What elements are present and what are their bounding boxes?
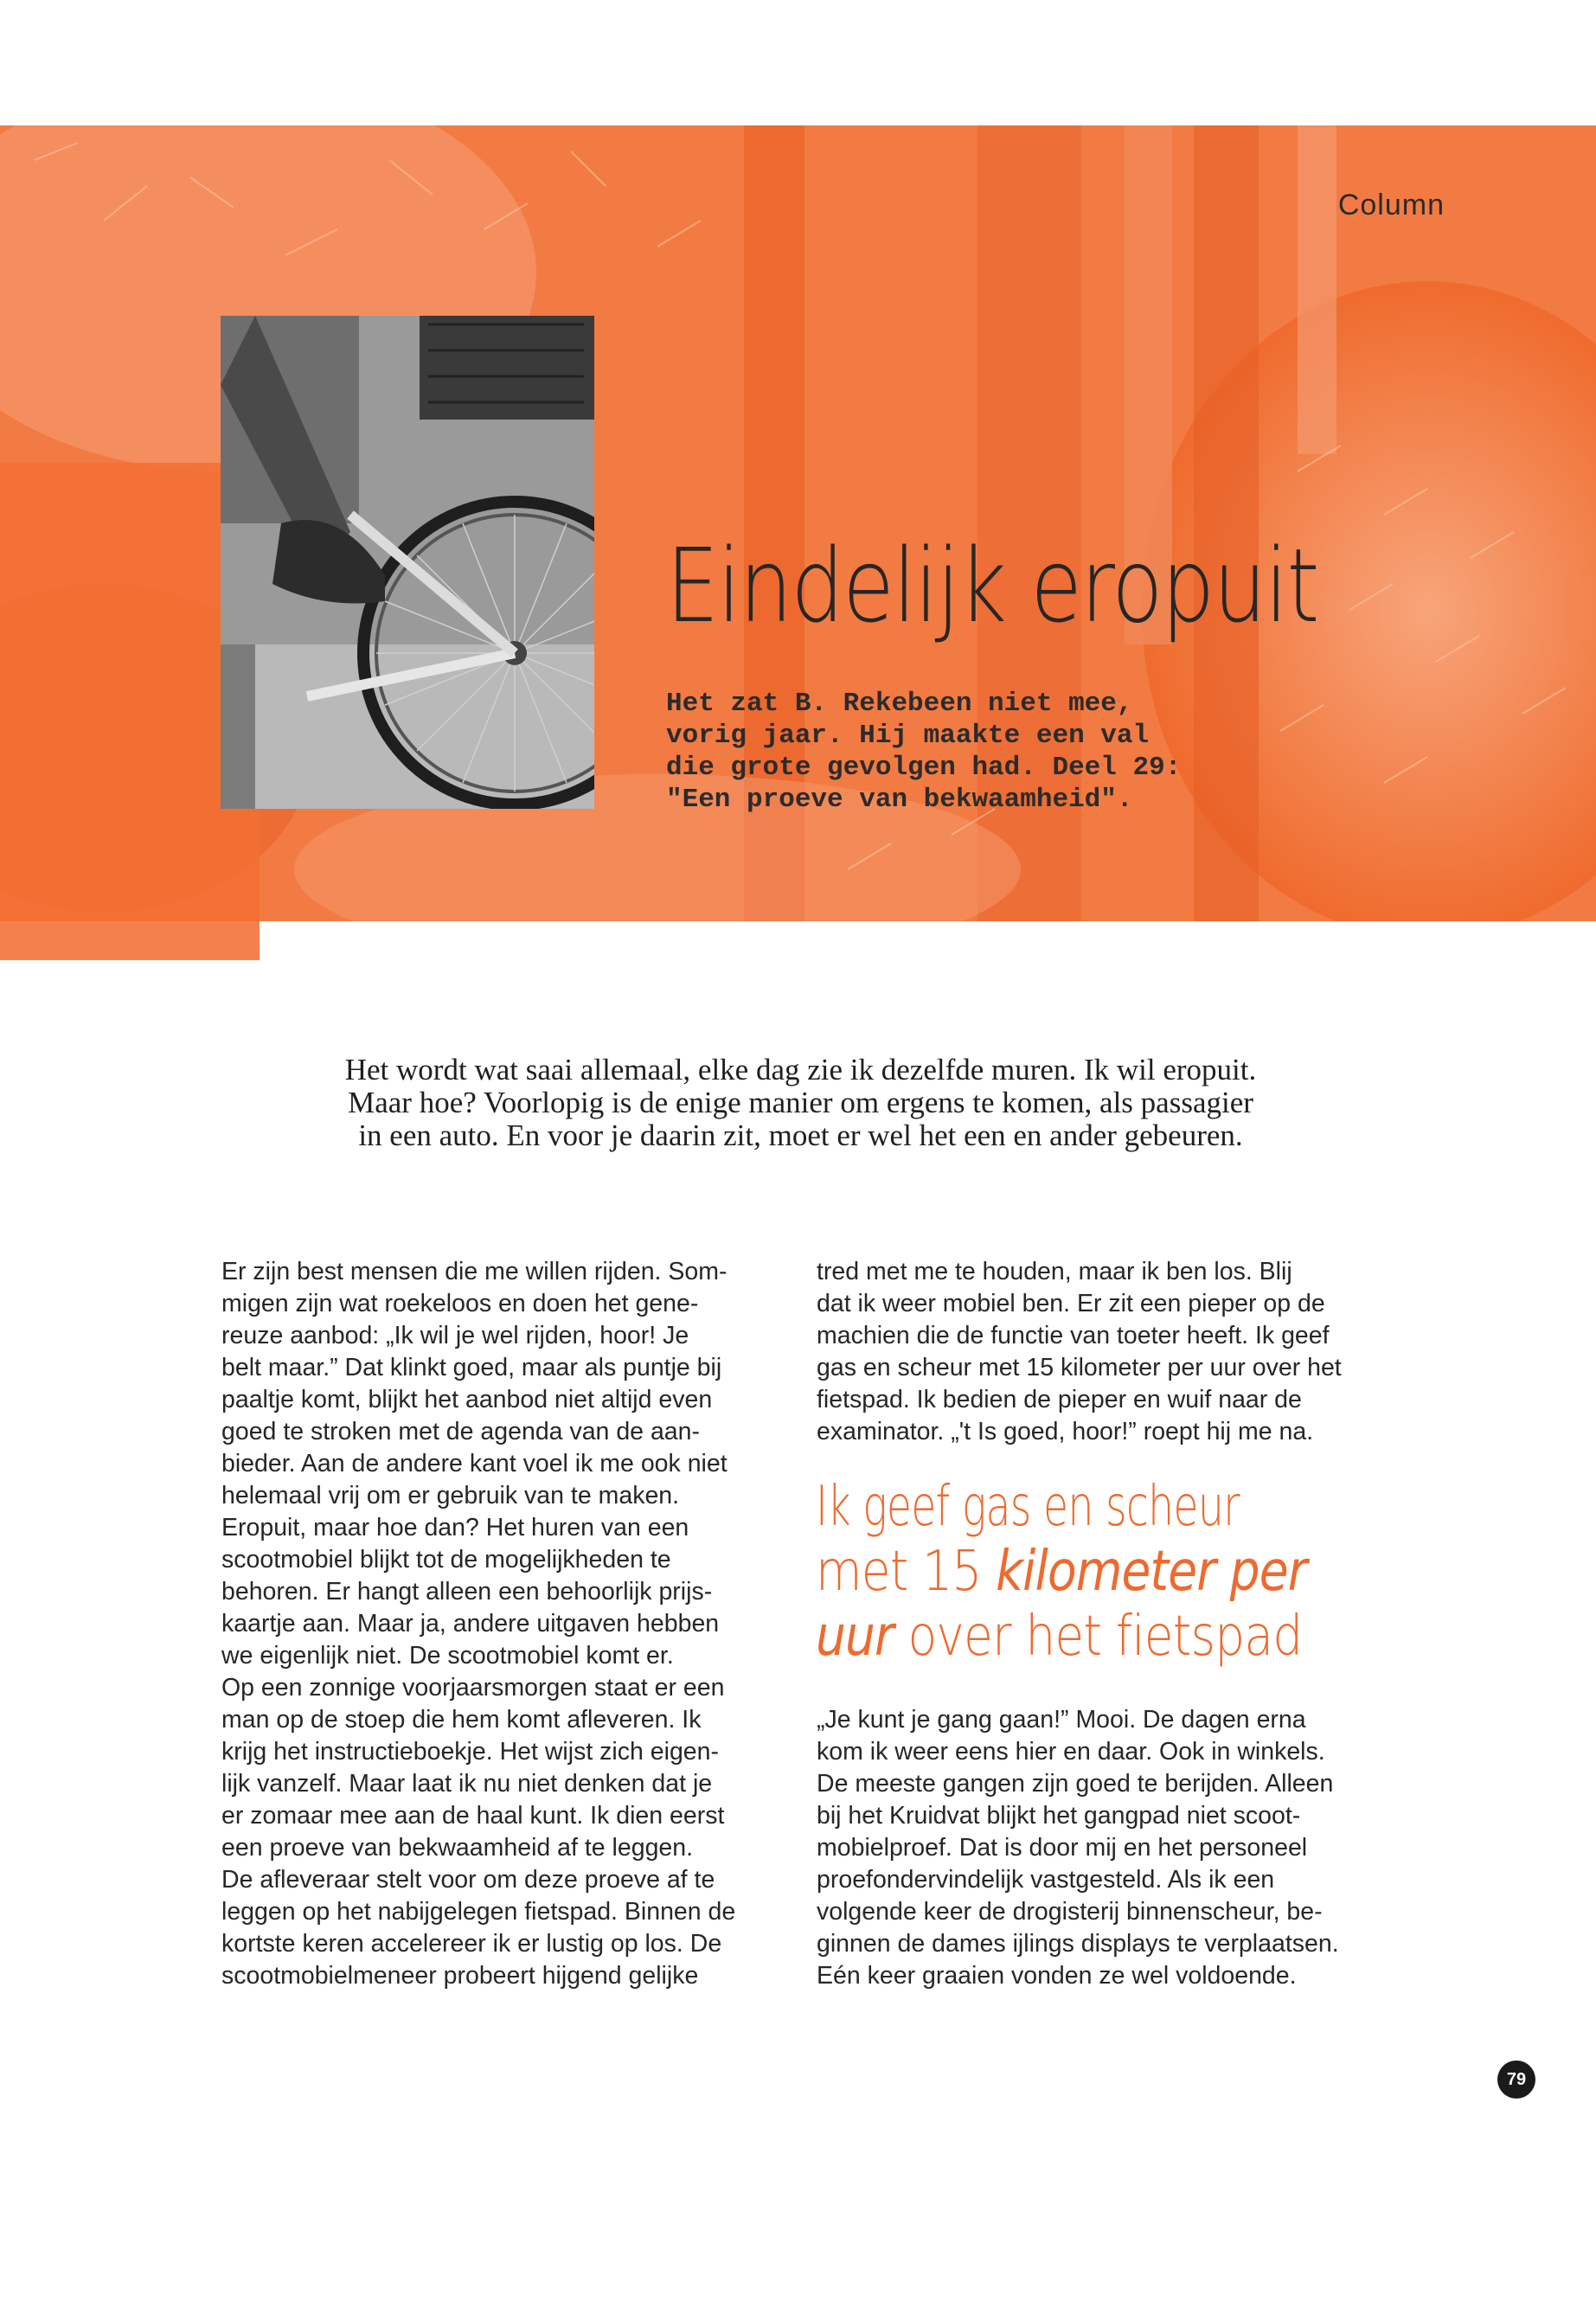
subtitle-line: vorig jaar. Hij maakte een val	[666, 721, 1150, 751]
body-line: belt maar.” Dat klinkt goed, maar als puntje bij	[221, 1354, 722, 1381]
pull-quote	[816, 1475, 1421, 1670]
pull-quote-text: met 15	[816, 1540, 997, 1604]
body-line: bij het Kruidvat blijkt het gangpad niet scoot-	[817, 1802, 1301, 1830]
body-line: reuze aanbod: „Ik wil je wel rijden, hoor! Je	[221, 1322, 689, 1349]
body-line: scootmobielmeneer probeert hijgend gelijke	[221, 1962, 699, 1990]
body-line: Er zijn best mensen die me willen rijden. Som-	[221, 1258, 727, 1285]
body-line: machien die de functie van toeter heeft. Ik geef	[817, 1322, 1330, 1349]
body-line: De meeste gangen zijn goed te berijden. Alleen	[817, 1770, 1334, 1798]
pull-quote-text: over het fietspad	[893, 1605, 1303, 1669]
body-line: kortste keren accelereer ik er lustig op los. De	[221, 1930, 722, 1958]
body-line: De afleveraar stelt voor om deze proeve af te	[221, 1866, 715, 1894]
body-line: fietspad. Ik bedien de pieper en wuif naar de	[817, 1386, 1302, 1413]
body-line: ginnen de dames ijlings displays te verplaatsen.	[817, 1930, 1339, 1958]
intro-line: Het wordt wat saai allemaal, elke dag zie ik dezelfde muren. Ik wil eropuit.	[344, 1053, 1257, 1086]
body-line: kom ik weer eens hier en daar. Ook in winkels.	[817, 1738, 1325, 1766]
body-line: examinator. „'t Is goed, hoor!” roept hij me na.	[817, 1418, 1314, 1445]
body-line: behoren. Er hangt alleen een behoorlijk prijs-	[221, 1578, 713, 1606]
body-line: volgende keer de drogisterij binnenscheur, be-	[817, 1898, 1323, 1926]
body-line: helemaal vrij om er gebruik van te maken.	[221, 1482, 680, 1509]
page-number-badge: 79	[1497, 2061, 1535, 2099]
subtitle-line: die grote gevolgen had. Deel 29:	[666, 753, 1182, 783]
body-line: gas en scheur met 15 kilometer per uur over het	[817, 1354, 1342, 1381]
body-column-right-bottom	[817, 1704, 1339, 1992]
body-line: leggen op het nabijgelegen fietspad. Binnen de	[221, 1898, 736, 1926]
body-column-left	[221, 1256, 784, 1992]
body-line: scootmobiel blijkt tot de mogelijkheden te	[221, 1546, 671, 1574]
body-line: kaartje aan. Maar ja, andere uitgaven hebben	[221, 1610, 720, 1638]
bicycle-wheel-photo-bw	[221, 316, 594, 809]
body-line: mobielproef. Dat is door mij en het personeel	[817, 1834, 1308, 1862]
pull-quote-text: Ik geef gas en scheur	[816, 1475, 1240, 1539]
body-line: lijk vanzelf. Maar laat ik nu niet denken dat je	[221, 1770, 713, 1798]
intro-paragraph	[275, 1054, 1326, 1152]
body-line: dat ik weer mobiel ben. Er zit een pieper op de	[817, 1290, 1325, 1317]
pull-quote-line	[816, 1475, 1336, 1540]
body-column-right-top	[817, 1256, 1379, 1448]
article-title: Eindelijk eropuit	[666, 526, 1318, 645]
body-line: krijg het instructieboekje. Het wijst zich eigen-	[221, 1738, 719, 1766]
body-line: er zomaar mee aan de haal kunt. Ik dien eerst	[221, 1802, 725, 1830]
body-line: proefondervindelijk vastgesteld. Als ik een	[817, 1866, 1275, 1894]
body-line: we eigenlijk niet. De scootmobiel komt er.	[221, 1642, 674, 1670]
article-subtitle	[666, 688, 1272, 816]
body-line: „Je kunt je gang gaan!” Mooi. De dagen erna	[817, 1706, 1306, 1734]
section-label: Column	[1337, 189, 1445, 221]
subtitle-line: "Een proeve van bekwaamheid".	[666, 785, 1133, 815]
body-line: Eropuit, maar hoe dan? Het huren van een	[221, 1514, 689, 1541]
body-line: man op de stoep die hem komt afleveren. Ik	[221, 1706, 702, 1734]
pull-quote-line	[816, 1605, 1336, 1670]
body-line: bieder. Aan de andere kant voel ik me ook niet	[221, 1450, 727, 1477]
body-line: goed te stroken met de agenda van de aan-	[221, 1418, 700, 1445]
body-line: tred met me te houden, maar ik ben los. Blij	[817, 1258, 1292, 1285]
body-line: migen zijn wat roekeloos en doen het gene-	[221, 1290, 699, 1317]
body-line: Eén keer graaien vonden ze wel voldoende.	[817, 1962, 1297, 1990]
body-line: Op een zonnige voorjaarsmorgen staat er een	[221, 1674, 725, 1702]
pull-quote-line	[816, 1540, 1336, 1605]
pull-quote-italic: kilometer per	[996, 1540, 1307, 1604]
body-line: paaltje komt, blijkt het aanbod niet altijd even	[221, 1386, 713, 1413]
intro-line: in een auto. En voor je daarin zit, moet er wel het een en ander gebeuren.	[358, 1118, 1243, 1152]
body-line: een proeve van bekwaamheid af te leggen.	[221, 1834, 694, 1862]
intro-line: Maar hoe? Voorlopig is de enige manier om ergens te komen, als passagier	[348, 1086, 1253, 1119]
subtitle-line: Het zat B. Rekebeen niet mee,	[666, 689, 1133, 719]
pull-quote-italic: uur	[816, 1605, 894, 1669]
